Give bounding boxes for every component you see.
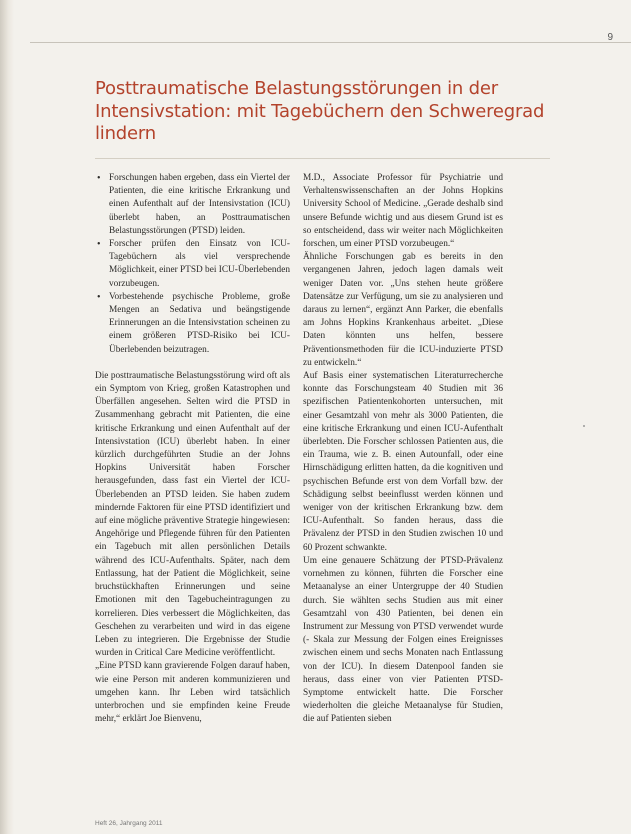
body-paragraph: M.D., Associate Professor für Psychiatrie und Verhaltenswissenschaften an der Johns Hopkins University School of Medicine. „Gerade deshalb sind unsere Befunde wichtig und aus diesem Grund ist es so entscheidend, dass wir weiter nach Möglichkeiten forschen, um einer PTSD vorzubeugen.“ [303,173,503,250]
page-footer: Heft 26, Jahrgang 2011 [95,820,163,827]
page-binding-shadow [0,0,14,834]
summary-bullet-list [95,172,290,357]
title-divider [95,158,550,159]
body-paragraph: Ähnliche Forschungen gab es bereits in den vergangenen Jahren, jedoch lagen damals weit weniger Daten vor. „Uns stehen heute größere Datensätze zur Verfügung, um sie zu analysieren und daraus zu lernen“, ergänzt Ann Parker, die ebenfalls am Johns Hopkins Krankenhaus arbeitet. „Diese Daten könnten uns helfen, bessere Präventionsmethoden für die ICU-induzierte PTSD zu entwickeln.“ [303,252,503,368]
summary-bullet: • Vorbestehende psychische Probleme, große Mengen an Sedativa und beängstigende Erinnerungen an die Intensivstation scheinen zu einem größeren PTSD-Risiko bei ICU-Überlebenden beizutragen. [109,291,290,357]
summary-bullet: • Forschungen haben ergeben, dass ein Viertel der Patienten, die eine kritische Erkrankung und einen Aufenthalt auf der Intensivstation (ICU) überlebt haben, an Posttraumatischen Belastungsstörungen (PTSD) leiden. [109,172,290,238]
page-number: 9 [607,32,613,43]
body-paragraph: Um eine genauere Schätzung der PTSD-Prävalenz vornehmen zu können, führten die Forscher eine Metaanalyse an einer Untergruppe der 40 Studien durch. Sie wählten sechs Studien aus mit einer Gesamtzahl von 430 Patienten, bei denen ein Instrument zur Messung von PTSD verwendet wurde (- Skala zur Messung der Folgen eines Ereignisses zwischen einem und sechs Monaten nach Entlassung von der ICU). In diesem Datenpool fanden sie heraus, dass einer von vier Patienten PTSD-Symptome entwickelt hatte. Die Forscher wiederholten die gleiche Metaanalyse für Studien, die auf Patienten sieben [303,555,503,725]
article-title: Posttraumatische Belastungsstörungen in der Intensivstation: mit Tagebüchern den Schweregrad lindern [95,78,545,144]
left-column [95,172,290,726]
right-column [303,172,503,727]
body-paragraph: Auf Basis einer systematischen Literaturrecherche konnte das Forschungsteam 40 Studien mit 36 spezifischen Patientenkohorten untersuchen, mit einer Gesamtzahl von mehr als 3000 Patienten, die eine kritische Erkrankung und einen ICU-Aufenthalt überlebten. Die Forscher schlossen Patienten aus, die ein Trauma, wie z. B. einen Autounfall, oder eine Hirnschädigung erlitten hatten, da die kognitiven und psychischen Befunde erst von dem Vorfall bzw. der Schädigung selbst beeinflusst werden können und weniger von der kritischen Erkrankung bzw. dem ICU-Aufenthalt. So fanden heraus, dass die Prävalenz der PTSD in den Studien zwischen 10 und 60 Prozent schwankte. [303,371,503,553]
summary-bullet: • Forscher prüfen den Einsatz von ICU-Tagebüchern als viel versprechende Möglichkeit, einer PTSD bei ICU-Überlebenden vorzubeugen. [109,238,290,291]
body-paragraph: „Eine PTSD kann gravierende Folgen darauf haben, wie eine Person mit anderen kommunizieren und umgehen kann. Ihr Leben wird tatsächlich unterbrochen und sie empfinden keine Freude mehr,“ erklärt Joe Bienvenu, [95,661,290,725]
spacer [95,357,290,370]
scan-speck [583,425,585,427]
header-rule [30,42,631,43]
body-paragraph: Die posttraumatische Belastungsstörung wird oft als ein Symptom von Krieg, großen Katastrophen und Überfällen angesehen. Selten wird die PTSD in Zusammenhang gebracht mit Patienten, die eine kritische Erkrankung und einen Aufenthalt auf der Intensivstation (ICU) überlebt haben. In einer kürzlich durchgeführten Studie an der Johns Hopkins Universität haben Forscher herausgefunden, dass fast ein Viertel der ICU-Überlebenden an PTSD leiden. Sie haben zudem mindernde Faktoren für eine PTSD identifiziert und auf eine mögliche präventive Strategie hingewiesen: Angehörige und Pflegende führen für den Patienten ein Tagebuch mit allen persönlichen Details während des ICU-Aufenthalts. Später, nach dem Entlassung, hat der Patient die Möglichkeit, seine bruchstückhaften Erinnerungen und seine Emotionen mit den Tagebucheintragungen zu korrelieren. Dies verbessert die Möglichkeiten, das Geschehen zu verarbeiten und wird in das eigene Leben zu integrieren. Die Ergebnisse der Studie wurden in Critical Care Medicine veröffentlicht. [95,370,290,659]
